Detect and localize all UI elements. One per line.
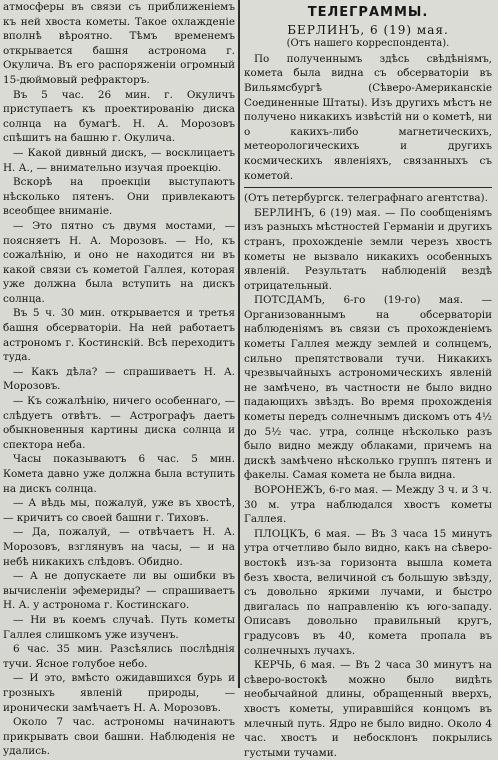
correspondent-note: (Отъ нашего корреспондента). xyxy=(286,38,450,50)
article-paragraph: — А вѣдь мы, пожалуй, уже въ хвостѣ, — кричитъ со своей башни г. Тиховъ. xyxy=(3,497,235,524)
section-divider xyxy=(244,187,492,188)
article-paragraph: — Къ сожалѣнiю, ничего особеннаго, — слѣдуетъ отвѣтъ. — Астрографъ даетъ обыкновенныя картины диска солнца и спектора неба. xyxy=(3,395,235,451)
article-paragraph: — Это пятно съ двумя мостами, — поясняетъ Н. А. Морозовъ. — Но, къ сожалѣнiю, и оно не находится ни въ какой связи съ кометой Галлея, которая уже должна была вступить на дискъ солнца. xyxy=(3,219,235,305)
agency-note: (Отъ петербургск. телеграфнаго агентства). xyxy=(244,192,488,205)
telegram-report: КЕРЧЬ, 6 мая. — Въ 2 часа 30 минутъ на сѣверо-востокѣ можно было видѣть необычайной длины, обращенный вверхъ, хвостъ кометы, упиравшiйся концомъ въ млечный путь. Ядро не было видно. Около 4 час. хвостъ и небосклонъ покрылись густыми тучами. xyxy=(244,659,492,759)
article-paragraph: — А не допускаете ли вы ошибки въ вычисленiи эфемериды? — спрашиваетъ Н. А. у астронома г. Костинскаго. xyxy=(3,570,235,612)
berlin-report: По полученнымъ здѣсь свѣдѣнiямъ, комета была видна съ обсерваторiи въ Вильямсбургѣ (Сѣверо-Американскiе Соединенные Штаты). Изъ другихъ мѣстъ не получено никакихъ извѣстiй ни о кометѣ, ни о какихъ-либо магнетическихъ, метеорологическихъ и другихъ космическихъ явленiяхъ, связанныхъ съ кометой. xyxy=(244,52,492,182)
article-paragraph: Въ 5 ч. 30 мин. открывается и третья башня обсерваторiи. На ней работаетъ астрономъ г. Костинскiй. Всѣ переходитъ туда. xyxy=(3,307,235,364)
telegram-report: ВОРОНЕЖЪ, 6-го мая. — Между 3 ч. и 3 ч. 30 м. утра наблюдался хвостъ кометы Галлея. xyxy=(244,484,492,526)
column-divider xyxy=(238,0,240,688)
article-paragraph: — Ни въ коемъ случаѣ. Путь кометы Галлея слишкомъ уже изученъ. xyxy=(3,613,235,641)
article-paragraph: атмосферы въ связи съ приближенiемъ къ ней хвоста кометы. Такое охлажденiе вполнѣ вѣроятно. Тѣмъ временемъ открывается башня астронома г. Окулича. Въ его распоряженiи огромный 15-дюймовый рефракторъ. xyxy=(3,1,235,86)
berlin-dateline: БЕРЛИНЪ, 6 (19) мая. xyxy=(287,22,449,37)
telegram-report: БЕРЛИНЪ, 6 (19) мая. — По сообщенiямъ изъ разныхъ мѣстностей Германiи и другихъ странъ, прохожденiе земли черезъ хвостъ кометы не вызвало никакихъ особенныхъ явленiй. Результатъ наблюденiй вездѣ отрицательный. xyxy=(244,206,492,292)
article-paragraph: — Да, пожалуй, — отвѣчаетъ Н. А. Морозовъ, взглянувъ на часы, — и на небѣ никакихъ слѣдовъ. Обидно. xyxy=(3,526,235,568)
telegram-report: ПОТСДАМЪ, 6-го (19-го) мая. — Организованнымъ на обсерваторiи наблюденiямъ въ связи съ прохожденiемъ кометы Галлея между землей и солнцемъ, сильно препятствовали тучи. Никакихъ чрезвычайныхъ астрономическихъ явленiй не замѣчено, въ частности не было видно падающихъ звѣздъ. Во время прохожденiя кометы передъ солнечнымъ дискомъ отъ 4½ до 5½ час. утра, солнце нѣсколько разъ было видно между облаками, причемъ на дискѣ замѣчено нѣсколько группъ пятенъ и факелы. Самая комета не была видна. xyxy=(244,294,492,482)
article-paragraph: 6 час. 35 мин. Разсѣялись послѣднiя тучи. Ясное голубое небо. xyxy=(3,643,235,670)
article-paragraph: Въ 5 час. 26 мин. г. Окуличъ приступаетъ къ проектированiю диска солнца на бумагѣ. Н. А. Морозовъ спѣшитъ на башню г. Окулича. xyxy=(3,88,235,145)
article-paragraph: — Какой дивный дискъ, — восклицаетъ Н. А., — внимательно изучая проекцiю. xyxy=(3,146,235,174)
left-column-article xyxy=(3,0,235,758)
article-paragraph: — Какъ дѣла? — спрашиваетъ Н. А. Морозовъ. xyxy=(3,365,235,393)
telegram-report: ПЛОЦКЪ, 6 мая. — Въ 3 часа 15 минутъ утра отчетливо было видно, какъ на сѣверо-востокѣ изъ-за горизонта вышла комета безъ хвоста, величиной съ большую звѣзду, съ довольно яркими лучами, и быстро двигалась по направленiю къ юго-западу. Описавъ довольно правильный кругъ, градусовъ въ 40, комета пропала въ солнечныхъ лучахъ. xyxy=(244,527,492,657)
article-paragraph: — И это, вмѣсто ожидавшихся бурь и грозныхъ явленiй природы, — иронически замѣчаетъ Н. А. Морозовъ. xyxy=(3,672,235,714)
article-paragraph: Вскорѣ на проекцiи выступаютъ нѣсколько пятенъ. Они привлекаютъ всеобщее вниманiе. xyxy=(3,176,235,218)
article-paragraph: Часы показываютъ 6 час. 5 мин. Комета давно уже должна была вступить на дискъ солнца. xyxy=(3,453,235,495)
right-column-telegrams xyxy=(244,0,492,759)
article-paragraph: Около 7 час. астрономы начинаютъ прикрывать свои башни. Наблюденiя не удались. xyxy=(3,716,235,758)
telegrams-heading: ТЕЛЕГРАММЫ. xyxy=(307,5,429,20)
